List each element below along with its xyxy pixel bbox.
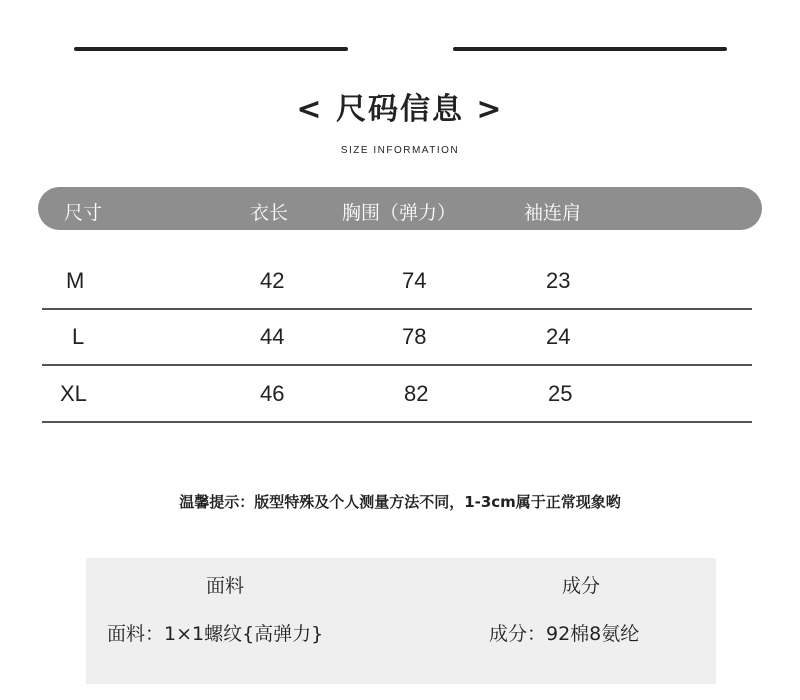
cell-size: L <box>72 324 85 349</box>
cell-length: 46 <box>260 381 285 406</box>
page-title: < 尺码信息 > <box>296 92 504 127</box>
cell-length: 44 <box>260 324 285 349</box>
cell-chest: 74 <box>402 268 427 293</box>
cell-chest: 78 <box>402 324 427 349</box>
row-divider <box>42 364 752 366</box>
fabric-info-panel <box>86 558 716 684</box>
composition-value: 成分：92棉8氨纶 <box>489 623 640 645</box>
decorative-line-right <box>453 47 727 51</box>
header-length: 衣长 <box>250 202 289 224</box>
row-divider <box>42 421 752 423</box>
cell-size: M <box>66 268 85 293</box>
decorative-line-left <box>74 47 348 51</box>
page-subtitle: SIZE INFORMATION <box>340 145 460 156</box>
material-heading: 面料 <box>206 575 245 597</box>
cell-sleeve: 25 <box>548 381 573 406</box>
header-sleeve: 袖连肩 <box>524 202 582 224</box>
composition-heading: 成分 <box>562 575 601 597</box>
cell-sleeve: 23 <box>546 268 571 293</box>
cell-length: 42 <box>260 268 285 293</box>
material-value: 面料：1×1螺纹{高弹力} <box>107 623 324 645</box>
table-row <box>42 310 752 366</box>
cell-size: XL <box>60 381 87 406</box>
header-chest: 胸围（弹力） <box>342 202 457 224</box>
cell-sleeve: 24 <box>546 324 571 349</box>
header-size: 尺寸 <box>64 202 103 224</box>
sizing-tip: 温馨提示：版型特殊及个人测量方法不同，1-3cm属于正常现象哟 <box>179 493 621 511</box>
size-table-header <box>38 187 762 230</box>
cell-chest: 82 <box>404 381 429 406</box>
table-row <box>42 254 752 310</box>
table-row <box>42 367 752 423</box>
